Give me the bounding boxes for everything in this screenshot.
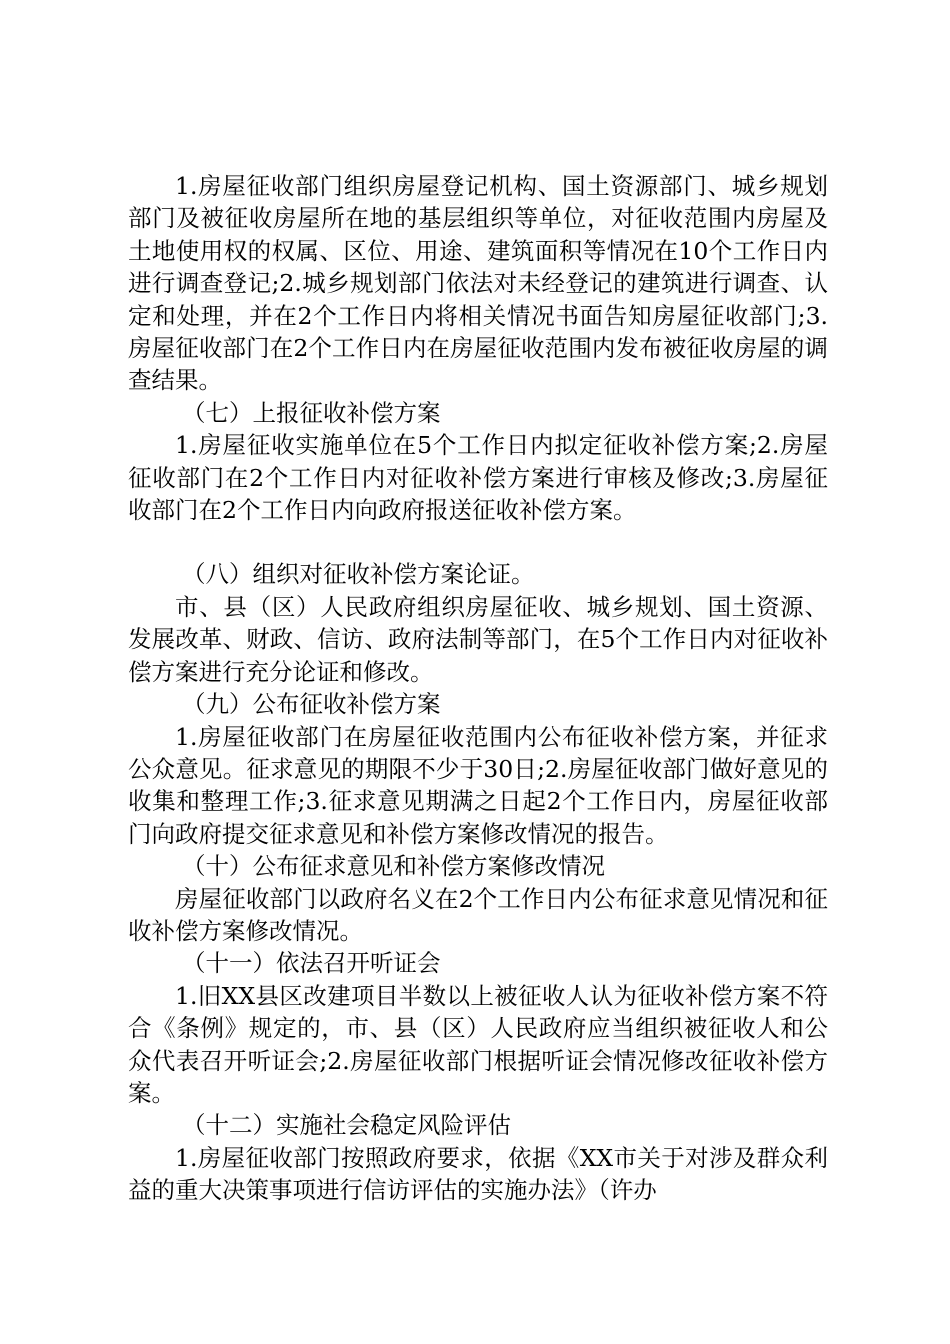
paragraph-section-8: 市、县（区）人民政府组织房屋征收、城乡规划、国土资源、发展改革、财政、信访、政府法制等部门，在5个工作日内对征收补偿方案进行充分论证和修改。 bbox=[128, 592, 828, 686]
paragraph-survey-registration: 1.房屋征收部门组织房屋登记机构、国土资源部门、城乡规划部门及被征收房屋所在地的基层组织等单位，对征收范围内房屋及土地使用权的权属、区位、用途、建筑面积等情况在10个工作日内进行调查登记;2.城乡规划部门依法对未经登记的建筑进行调查、认定和处理，并在2个工作日内将相关情况书面告知房屋征收部门;3.房屋征收部门在2个工作日内在房屋征收范围内发布被征收房屋的调查结果。 bbox=[128, 172, 828, 395]
heading-section-7: （七）上报征收补偿方案 bbox=[182, 398, 441, 427]
heading-section-11: （十一）依法召开听证会 bbox=[182, 949, 441, 978]
paragraph-section-7: 1.房屋征收实施单位在5个工作日内拟定征收补偿方案;2.房屋征收部门在2个工作日内对征收补偿方案进行审核及修改;3.房屋征收部门在2个工作日内向政府报送征收补偿方案。 bbox=[128, 431, 828, 525]
paragraph-section-9: 1.房屋征收部门在房屋征收范围内公布征收补偿方案，并征求公众意见。征求意见的期限不少于30日;2.房屋征收部门做好意见的收集和整理工作;3.征求意见期满之日起2个工作日内，房屋征收部门向政府提交征求意见和补偿方案修改情况的报告。 bbox=[128, 722, 828, 848]
heading-section-9: （九）公布征收补偿方案 bbox=[182, 690, 441, 719]
paragraph-section-12: 1.房屋征收部门按照政府要求，依据《XX市关于对涉及群众利益的重大决策事项进行信访评估的实施办法》（许办 bbox=[128, 1143, 828, 1205]
blank-line bbox=[128, 526, 828, 558]
heading-section-10: （十）公布征求意见和补偿方案修改情况 bbox=[182, 852, 606, 881]
paragraph-section-10: 房屋征收部门以政府名义在2个工作日内公布征求意见情况和征收补偿方案修改情况。 bbox=[128, 884, 828, 945]
document-page bbox=[128, 170, 828, 1207]
heading-section-8: （八）组织对征收补偿方案论证。 bbox=[182, 560, 535, 589]
heading-section-12: （十二）实施社会稳定风险评估 bbox=[182, 1111, 512, 1140]
paragraph-section-11: 1.旧XX县区改建项目半数以上被征收人认为征收补偿方案不符合《条例》规定的，市、县（区）人民政府应当组织被征收人和公众代表召开听证会;2.房屋征收部门根据听证会情况修改征收补偿方案。 bbox=[128, 981, 828, 1107]
